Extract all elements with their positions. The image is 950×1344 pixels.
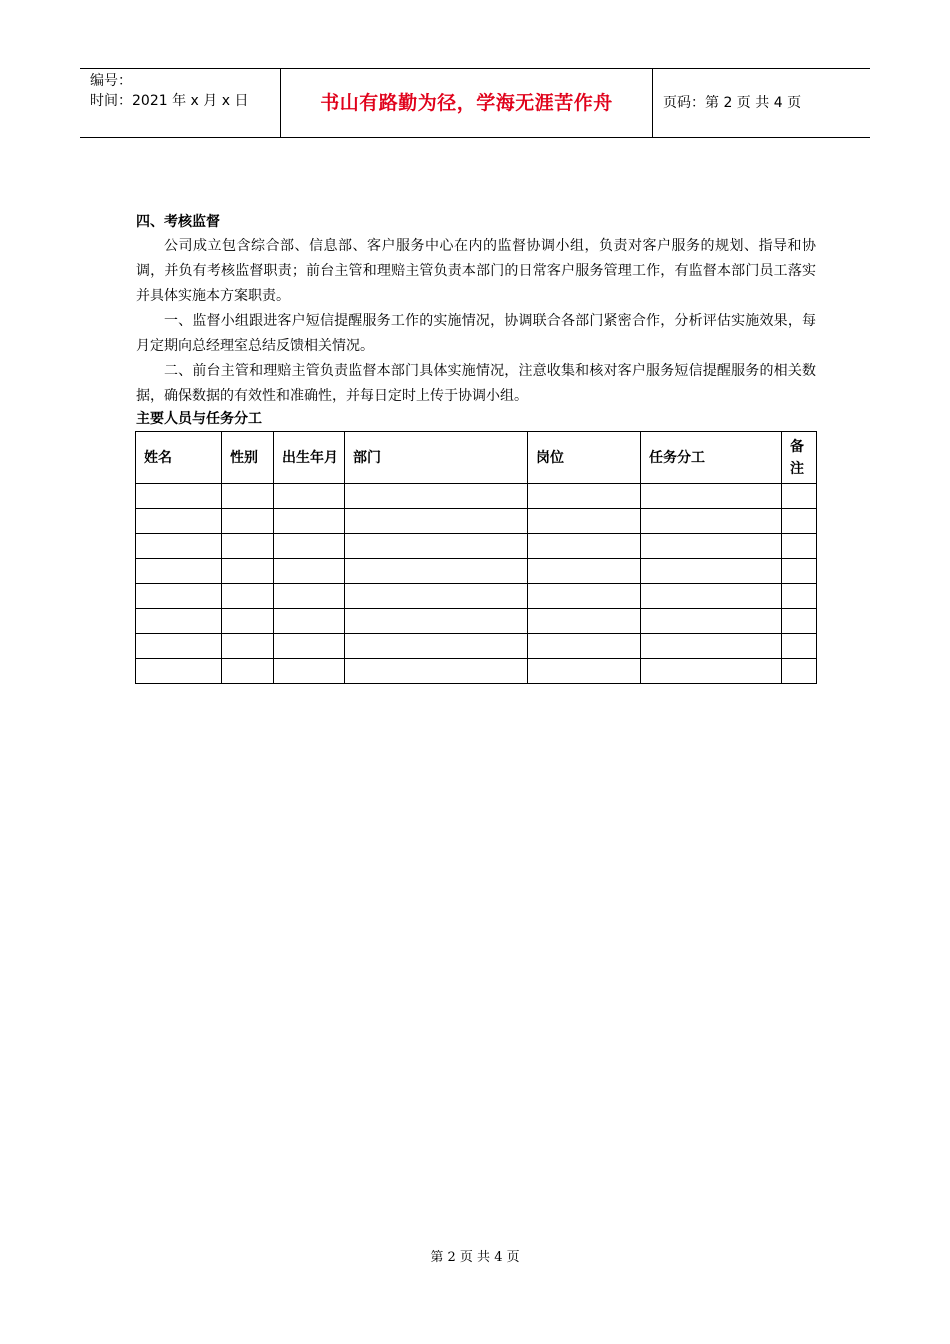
table-cell	[641, 534, 782, 559]
table-cell	[782, 584, 817, 609]
column-header-gender: 性别	[222, 432, 274, 484]
table-cell	[222, 559, 274, 584]
column-header-position: 岗位	[528, 432, 641, 484]
table-cell	[641, 609, 782, 634]
table-row	[136, 634, 817, 659]
column-header-remarks: 备注	[782, 432, 817, 484]
table-cell	[641, 484, 782, 509]
paragraph: 二、前台主管和理赔主管负责监督本部门具体实施情况，注意收集和核对客户服务短信提醒服务的相关数据，确保数据的有效性和准确性，并每日定时上传于协调小组。	[136, 363, 816, 404]
table-cell	[528, 559, 641, 584]
document-body	[136, 210, 816, 429]
table-cell	[345, 484, 528, 509]
table-cell	[222, 509, 274, 534]
header-motto: 书山有路勤为径，学海无涯苦作舟	[281, 69, 653, 137]
table-cell	[136, 484, 222, 509]
table-cell	[274, 534, 345, 559]
table-cell	[641, 509, 782, 534]
table-cell	[528, 634, 641, 659]
table-row	[136, 659, 817, 684]
table-cell	[222, 659, 274, 684]
table-cell	[345, 659, 528, 684]
page-header	[80, 68, 870, 138]
table-row	[136, 584, 817, 609]
table-cell	[345, 559, 528, 584]
table-cell	[345, 509, 528, 534]
table-cell	[782, 484, 817, 509]
table-cell	[782, 509, 817, 534]
table-cell	[641, 584, 782, 609]
table-cell	[782, 659, 817, 684]
table-cell	[136, 584, 222, 609]
table-cell	[222, 484, 274, 509]
table-cell	[641, 634, 782, 659]
table-cell	[136, 634, 222, 659]
table-cell	[222, 609, 274, 634]
table-cell	[528, 609, 641, 634]
header-page-info: 页码：第 2 页 共 4 页	[663, 95, 802, 111]
table-row	[136, 609, 817, 634]
table-cell	[528, 484, 641, 509]
table-cell	[641, 659, 782, 684]
table-title: 主要人员与任务分工	[136, 411, 262, 427]
table-cell	[345, 584, 528, 609]
document-number-label: 编号：	[90, 73, 132, 89]
table-cell	[345, 634, 528, 659]
document-date-label: 时间：2021 年 x 月 x 日	[90, 93, 249, 109]
header-meta	[80, 69, 281, 137]
table-cell	[782, 534, 817, 559]
table-row	[136, 534, 817, 559]
table-cell	[222, 534, 274, 559]
table-cell	[274, 659, 345, 684]
table-cell	[136, 609, 222, 634]
page-footer: 第 2 页 共 4 页	[430, 1250, 520, 1265]
table-cell	[528, 509, 641, 534]
table-cell	[782, 559, 817, 584]
column-header-birth-date: 出生年月	[274, 432, 345, 484]
table-cell	[528, 659, 641, 684]
table-cell	[274, 609, 345, 634]
paragraph: 公司成立包含综合部、信息部、客户服务中心在内的监督协调小组，负责对客户服务的规划、指导和协调，并负有考核监督职责；前台主管和理赔主管负责本部门的日常客户服务管理工作，有监督本部门员工落实并具体实施本方案职责。	[136, 238, 816, 304]
table-header-row	[136, 432, 817, 484]
column-header-task: 任务分工	[641, 432, 782, 484]
column-header-name: 姓名	[136, 432, 222, 484]
table-cell	[345, 609, 528, 634]
table-cell	[782, 609, 817, 634]
table-row	[136, 559, 817, 584]
table-cell	[136, 509, 222, 534]
table-row	[136, 509, 817, 534]
table-cell	[136, 659, 222, 684]
column-header-department: 部门	[345, 432, 528, 484]
staff-assignment-table	[135, 431, 817, 684]
paragraph: 一、监督小组跟进客户短信提醒服务工作的实施情况，协调联合各部门紧密合作，分析评估实施效果，每月定期向总经理室总结反馈相关情况。	[136, 313, 816, 354]
table-cell	[782, 634, 817, 659]
table-cell	[641, 559, 782, 584]
table-cell	[136, 534, 222, 559]
table-cell	[274, 634, 345, 659]
table-cell	[274, 509, 345, 534]
table-cell	[274, 559, 345, 584]
table-cell	[222, 634, 274, 659]
table-cell	[222, 584, 274, 609]
table-cell	[345, 534, 528, 559]
table-cell	[274, 584, 345, 609]
table-cell	[274, 484, 345, 509]
table-cell	[528, 534, 641, 559]
table-body	[136, 484, 817, 684]
table-cell	[528, 584, 641, 609]
table-cell	[136, 559, 222, 584]
section-title: 四、考核监督	[136, 214, 220, 230]
table-row	[136, 484, 817, 509]
